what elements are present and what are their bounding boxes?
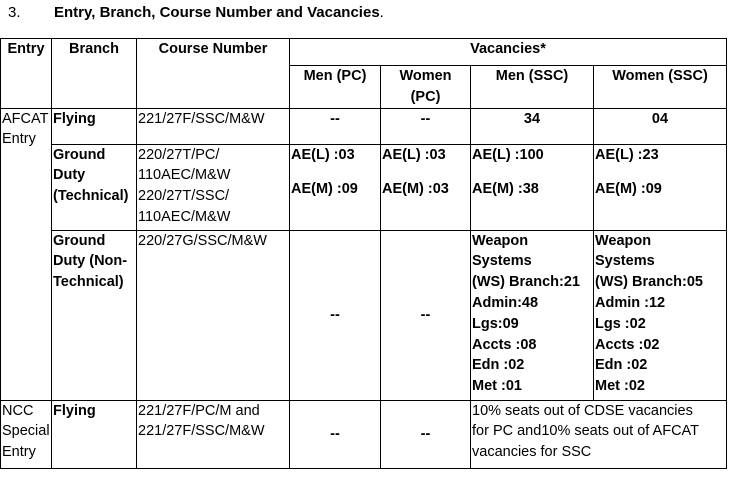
vacancy-line: (WS) Branch:21 <box>472 274 580 291</box>
vacancy-line: Edn :02 <box>472 357 525 374</box>
branch-cell: Flying <box>52 108 137 144</box>
entry-line: NCC <box>2 402 34 419</box>
men-pc-cell: -- <box>290 230 381 400</box>
course-number-header: Course Number <box>137 39 290 109</box>
branch-cell: Flying <box>52 400 137 468</box>
section-title: Entry, Branch, Course Number and Vacancies <box>54 4 380 21</box>
men-pc-cell: -- <box>290 400 381 468</box>
women-pc-header <box>381 66 471 109</box>
vacancy-line: AE(L) :03 <box>382 146 446 163</box>
women-ssc-cell: 04 <box>594 108 727 144</box>
vacancy-note-line: 10% seats out of CDSE vacancies <box>472 402 693 419</box>
vacancy-line: Accts :02 <box>595 336 660 353</box>
vacancy-line: Lgs:09 <box>472 315 519 332</box>
course-cell: 221/27F/SSC/M&W <box>137 108 290 144</box>
women-pc-cell: -- <box>381 400 471 468</box>
section-number: 3. <box>8 4 21 21</box>
ncc-vacancies-cell <box>471 400 727 468</box>
vacancy-note-line: vacancies for SSC <box>472 444 592 461</box>
branch-line: Duty <box>53 167 86 184</box>
vacancy-line: Systems <box>472 253 532 270</box>
vacancy-line: AE(M) :09 <box>595 181 662 198</box>
course-line: 221/27F/PC/M and <box>138 402 260 419</box>
vacancy-line: Met :02 <box>595 378 645 395</box>
table-row-ncc-special-entry <box>1 400 727 468</box>
women-pc-header-line: (PC) <box>410 88 441 105</box>
ncc-entry-cell <box>1 400 52 468</box>
section-heading <box>8 4 384 21</box>
course-line: 221/27F/SSC/M&W <box>138 423 265 440</box>
vacancy-line: Weapon <box>472 232 529 249</box>
vacancy-line: AE(M) :03 <box>382 181 449 198</box>
afcat-entry-cell <box>1 108 52 400</box>
branch-cell <box>52 230 137 400</box>
vacancies-table <box>0 38 727 469</box>
vacancy-line: Accts :08 <box>472 336 537 353</box>
section-title-end: . <box>379 4 384 21</box>
table-row-ground-duty-technical <box>1 144 727 230</box>
branch-line: (Technical) <box>53 188 129 205</box>
entry-line: Entry <box>2 131 36 148</box>
vacancy-line: Edn :02 <box>595 357 648 374</box>
entry-line: Entry <box>2 444 36 461</box>
branch-header: Branch <box>52 39 137 109</box>
vacancy-line: Met :01 <box>472 378 522 395</box>
men-pc-header: Men (PC) <box>290 66 381 109</box>
vacancy-line: Lgs :02 <box>595 315 646 332</box>
vacancy-note-line: for PC and10% seats out of AFCAT <box>472 423 700 440</box>
entry-header: Entry <box>1 39 52 109</box>
men-pc-cell <box>290 144 381 230</box>
course-line: 110AEC/M&W <box>138 208 231 225</box>
vacancy-line: (WS) Branch:05 <box>595 274 703 291</box>
course-line: 220/27T/SSC/ <box>138 188 230 205</box>
women-ssc-cell <box>594 144 727 230</box>
course-cell <box>137 144 290 230</box>
women-ssc-cell <box>594 230 727 400</box>
men-pc-cell: -- <box>290 108 381 144</box>
vacancy-line: AE(L) :23 <box>595 146 659 163</box>
women-pc-cell <box>381 144 471 230</box>
course-cell <box>137 400 290 468</box>
branch-cell <box>52 144 137 230</box>
course-line: 110AEC/M&W <box>138 167 231 184</box>
vacancy-line: AE(M) :09 <box>291 181 358 198</box>
course-line: 220/27T/PC/ <box>138 146 220 163</box>
men-ssc-cell <box>471 230 594 400</box>
women-ssc-header: Women (SSC) <box>594 66 727 109</box>
vacancy-line: AE(L) :100 <box>472 146 544 163</box>
branch-line: Duty (Non- <box>53 253 128 270</box>
entry-line: AFCAT <box>2 110 49 127</box>
header-row-1 <box>1 39 727 66</box>
men-ssc-cell: 34 <box>471 108 594 144</box>
branch-line: Ground <box>53 232 106 249</box>
entry-line: Special <box>2 423 50 440</box>
vacancy-line: AE(L) :03 <box>291 146 355 163</box>
branch-line: Ground <box>53 146 106 163</box>
branch-line: Technical) <box>53 274 124 291</box>
vacancy-line: Admin:48 <box>472 294 539 311</box>
women-pc-header-line: Women <box>399 68 452 84</box>
vacancy-line: Weapon <box>595 232 652 249</box>
course-cell: 220/27G/SSC/M&W <box>137 230 290 400</box>
table-row-flying <box>1 108 727 144</box>
men-ssc-cell <box>471 144 594 230</box>
women-pc-cell: -- <box>381 108 471 144</box>
vacancy-line: Systems <box>595 253 655 270</box>
women-pc-cell: -- <box>381 230 471 400</box>
vacancy-line: Admin :12 <box>595 294 666 311</box>
table-row-ground-duty-non-technical <box>1 230 727 400</box>
vacancy-line: AE(M) :38 <box>472 181 539 198</box>
vacancies-header: Vacancies* <box>290 39 727 66</box>
men-ssc-header: Men (SSC) <box>471 66 594 109</box>
